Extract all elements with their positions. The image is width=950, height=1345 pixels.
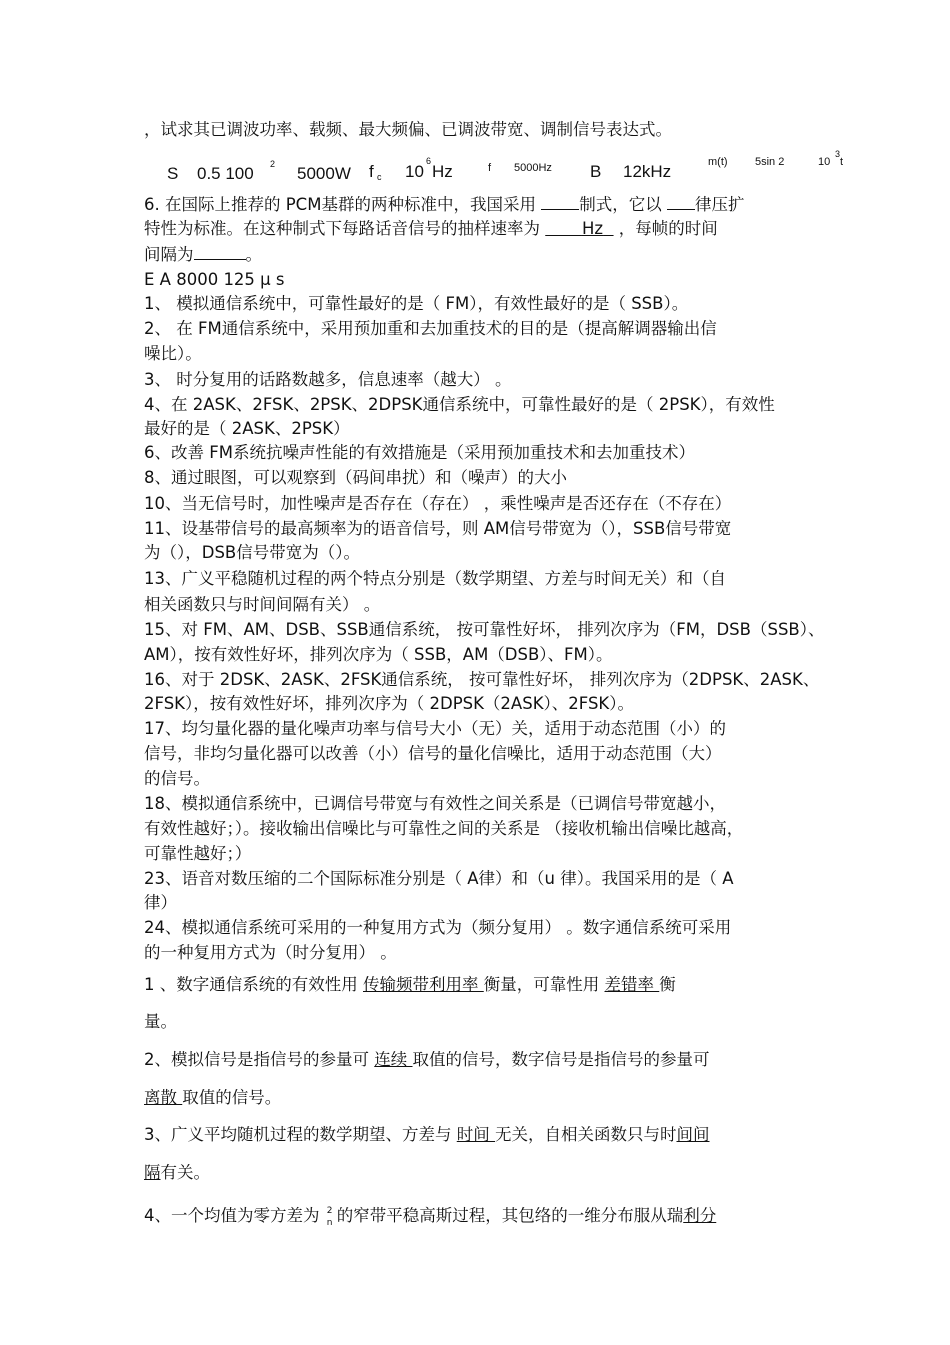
item-line: 8、通过眼图，可以观察到（码间串扰）和（噪声）的大小 <box>144 468 567 487</box>
formula-s-exponent: 2 <box>270 159 276 169</box>
formula-s-value: 0.5 100 <box>197 164 254 183</box>
item-line: 最好的是（ 2ASK、2PSK） <box>144 419 350 438</box>
item-line: 律） <box>144 893 177 912</box>
formula-b: B <box>590 162 602 181</box>
item-line: 4、在 2ASK、2FSK、2PSK、2DPSK通信系统中，可靠性最好的是（ 2PSK），有效性 <box>144 395 775 414</box>
intro-line: ，试求其已调波功率、载频、最大频偏、已调波带宽、调制信号表达式。 <box>144 120 672 139</box>
formula-fc-exponent: 6 <box>426 156 432 166</box>
q6-line-1: 6. 在国际上推荐的 PCM基群的两种标准中，我国采用 制式，它以 律压扩 <box>144 195 745 214</box>
item-line: 相关函数只与时间间隔有关） 。 <box>144 595 381 614</box>
item-line: 11、设基带信号的最高频率为的语音信号，则 AM信号带宽为（），SSB信号带宽 <box>144 519 732 538</box>
formula-mt-t: t <box>840 156 844 168</box>
fill-line-3: 2、模拟信号是指信号的参量可 连续 取值的信号，数字信号是指信号的参量可 <box>144 1050 710 1069</box>
answer-interval: 间间 <box>676 1125 710 1144</box>
item-line: 信号，非均匀量化器可以改善（小）信号的量化信噪比，适用于动态范围（大） <box>144 744 722 763</box>
formula-df: f <box>488 162 492 174</box>
formula-fc-unit: Hz <box>432 162 453 181</box>
fill-line-6: 隔有关。 <box>144 1163 210 1182</box>
q6-blank-1 <box>541 194 579 210</box>
item-line: 的信号。 <box>144 769 210 788</box>
item-line: 13、广义平稳随机过程的两个特点分别是（数学期望、方差与时间无关）和（自 <box>144 569 726 588</box>
formula-s-result: 5000W <box>297 164 351 183</box>
formula-fc-value: 10 <box>405 162 424 181</box>
item-line: 的一种复用方式为（时分复用） 。 <box>144 943 397 962</box>
q6-blank-3 <box>194 244 246 260</box>
formula-line <box>0 149 950 192</box>
formula-fc: f <box>369 162 374 181</box>
fill-line-4: 离散 取值的信号。 <box>144 1088 282 1107</box>
q6-line-2: 特性为标准。在这种制式下每路话音信号的抽样速率为 Hz ，每帧的时间 <box>144 219 718 238</box>
formula-df-value: 5000Hz <box>514 162 552 174</box>
item-line: AM），按有效性好坏，排列次序为（ SSB，AM（DSB）、FM）。 <box>144 645 613 664</box>
formula-mt-arg: 10 <box>818 156 831 168</box>
item-line: 1、 模拟通信系统中，可靠性最好的是（ FM），有效性最好的是（ SSB）。 <box>144 294 689 313</box>
q6-answer: E A 8000 125 μ s <box>144 270 285 289</box>
fill-line-5: 3、广义平均随机过程的数学期望、方差与 时间 无关，自相关函数只与时间间 <box>144 1125 710 1144</box>
formula-mt-exponent: 3 <box>835 149 841 159</box>
item-line: 23、语音对数压缩的二个国际标准分别是（ A律）和（u 律）。我国采用的是（ A <box>144 869 734 888</box>
formula-fc-sub: c <box>377 172 382 182</box>
item-line: 2、 在 FM通信系统中，采用预加重和去加重技术的目的是（提高解调器输出信 <box>144 319 717 338</box>
item-line: 2FSK），按有效性好坏，排列次序为（ 2DPSK（2ASK）、2FSK）。 <box>144 694 635 713</box>
fill-line-7: 4、一个均值为零方差为 2 n 的窄带平稳高斯过程，其包络的一维分布服从瑞利分 <box>144 1206 717 1228</box>
q6-blank-2 <box>667 194 695 210</box>
answer-continuous: 连续 <box>374 1050 413 1069</box>
q6-hz-blank: Hz <box>581 219 604 238</box>
answer-efficiency: 传输频带利用率 <box>363 975 484 994</box>
item-line: 为（），DSB信号带宽为（）。 <box>144 543 360 562</box>
answer-rayleigh: 利分 <box>683 1206 717 1225</box>
formula-b-value: 12kHz <box>623 162 672 181</box>
answer-interval-cont: 隔 <box>144 1163 161 1182</box>
item-line: 噪比）。 <box>144 344 202 363</box>
item-line: 10、当无信号时，加性噪声是否存在（存在） ，乘性噪声是否还存在（不存在） <box>144 494 732 513</box>
item-line: 15、对 FM、AM、DSB、SSB通信系统， 按可靠性好坏， 排列次序为（FM，DSB（SSB）、 <box>144 620 825 639</box>
item-line: 有效性越好；）。接收输出信噪比与可靠性之间的关系是 （接收机输出信噪比越高， <box>144 819 744 838</box>
fill-line-2: 量。 <box>144 1012 177 1031</box>
item-line: 24、模拟通信系统可采用的一种复用方式为（频分复用） 。数字通信系统可采用 <box>144 918 732 937</box>
q6-line-3: 间隔为 。 <box>144 245 262 264</box>
formula-mt: m(t) <box>708 156 728 168</box>
item-line: 可靠性越好；） <box>144 844 252 863</box>
item-line: 16、对于 2DSK、2ASK、2FSK通信系统， 按可靠性好坏， 排列次序为（2DPSK、2ASK、 <box>144 670 820 689</box>
item-line: 18、模拟通信系统中，已调信号带宽与有效性之间关系是（已调信号带宽越小， <box>144 794 726 813</box>
item-line: 3、 时分复用的话路数越多，信息速率（越大） 。 <box>144 370 512 389</box>
answer-time: 时间 <box>456 1125 495 1144</box>
formula-mt-value: 5sin 2 <box>755 156 785 168</box>
answer-discrete: 离散 <box>144 1088 183 1107</box>
formula-s: S <box>167 164 179 183</box>
fill-line-1: 1 、数字通信系统的有效性用 传输频带利用率 衡量，可靠性用 差错率 衡 <box>144 975 676 994</box>
sigma-n-squared: 2 n <box>326 1206 333 1228</box>
item-line: 6、改善 FM系统抗噪声性能的有效措施是（采用预加重技术和去加重技术） <box>144 443 695 462</box>
item-line: 17、均匀量化器的量化噪声功率与信号大小（无）关，适用于动态范围（小）的 <box>144 719 726 738</box>
answer-reliability: 差错率 <box>604 975 660 994</box>
